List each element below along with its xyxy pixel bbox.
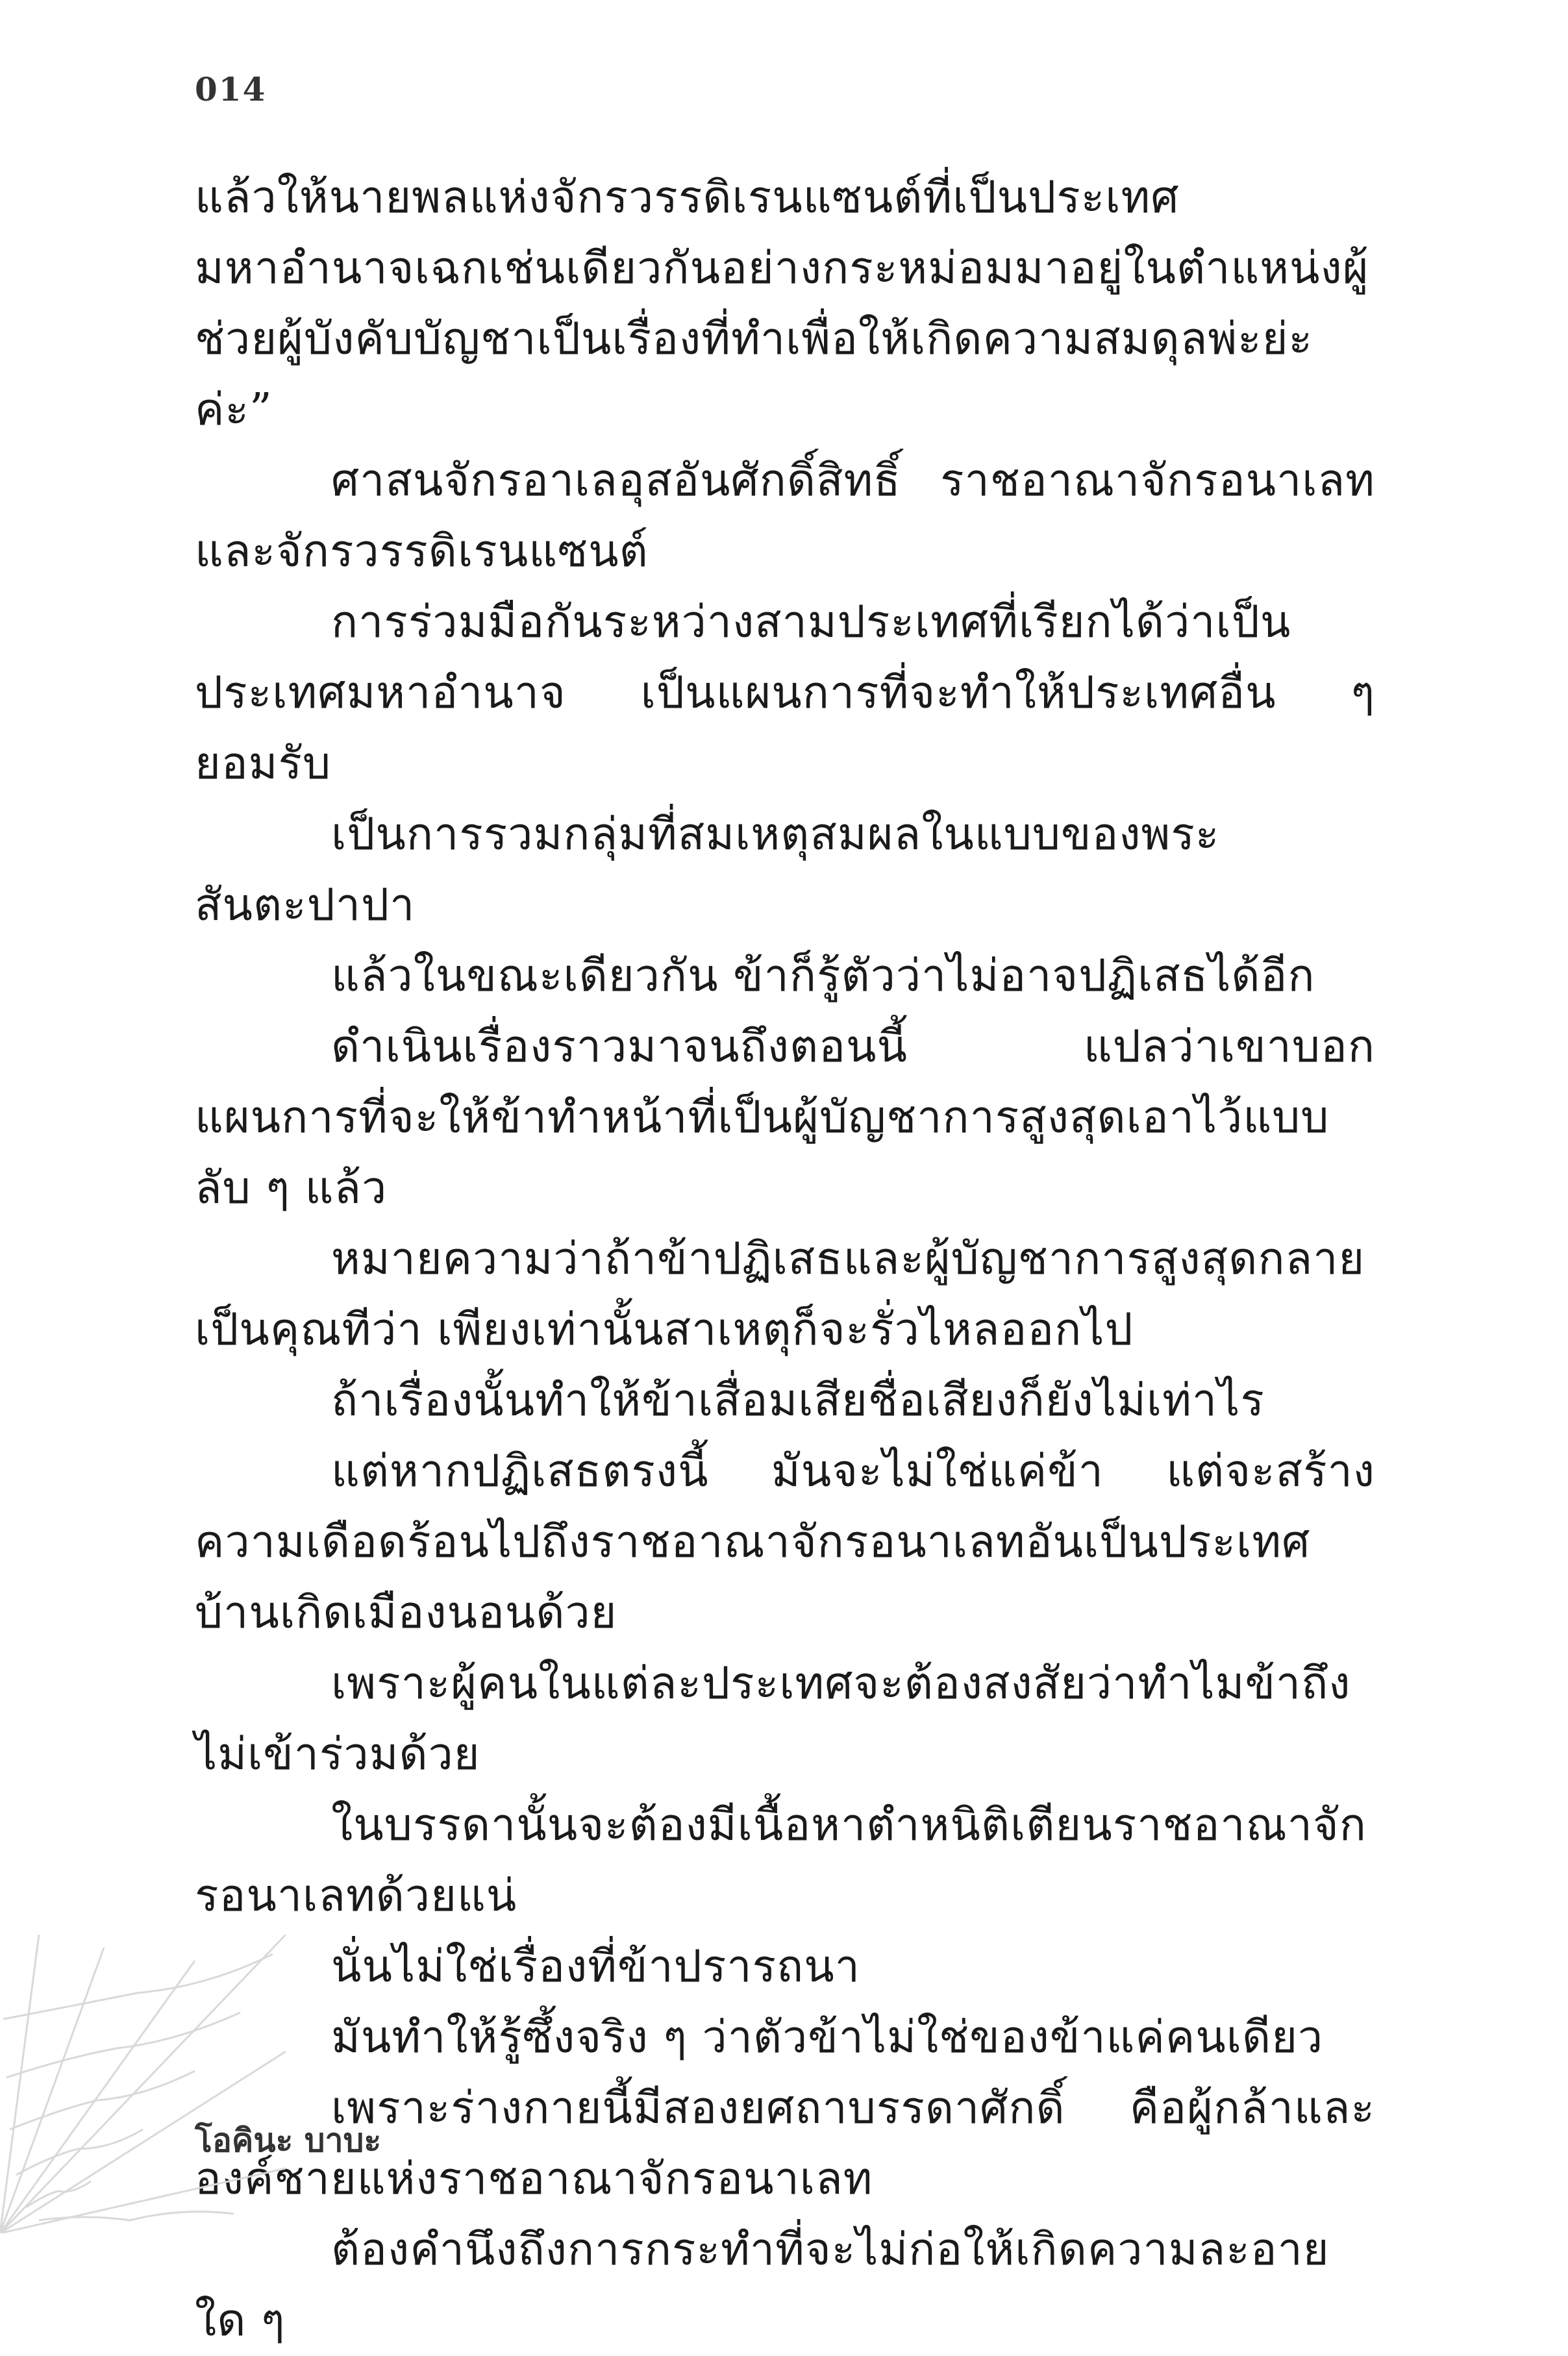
- paragraph: ต้องคำนึงถึงการกระทำที่จะไม่ก่อให้เกิดความละอายใด ๆ: [195, 2224, 1330, 2346]
- paragraph: เป็นการรวมกลุ่มที่สมเหตุสมผลในแบบของพระสันตะปาปา: [195, 809, 1220, 931]
- footer-title: โอคินะ บาบะ: [195, 2121, 382, 2159]
- page-number: 014: [195, 70, 267, 108]
- paragraph: ในบรรดานั้นจะต้องมีเนื้อหาตำหนิติเตียนราชอาณาจักรอนาเลทด้วยแน่: [195, 1800, 1367, 1922]
- paragraph: เพราะร่างกายนี้มีสองยศถาบรรดาศักดิ์ คือผู้กล้าและองค์ชายแห่งราชอาณาจักรอนาเลท: [195, 2083, 1375, 2205]
- cobweb-decoration: [0, 1935, 286, 2233]
- paragraph: มันทำให้รู้ซึ้งจริง ๆ ว่าตัวข้าไม่ใช่ของข้าแค่คนเดียว: [331, 2012, 1324, 2063]
- paragraph: การร่วมมือกันระหว่างสามประเทศที่เรียกได้ว่าเป็นประเทศมหาอำนาจ เป็นแผนการที่จะทำให้ประเทศอื่น ๆ ยอมรับ: [195, 597, 1375, 789]
- paragraph: เพราะผู้คนในแต่ละประเทศจะต้องสงสัยว่าทำไมข้าถึงไม่เข้าร่วมด้วย: [195, 1658, 1351, 1780]
- paragraph: แล้วในขณะเดียวกัน ข้าก็รู้ตัวว่าไม่อาจปฏิเสธได้อีก: [331, 950, 1315, 1002]
- paragraph: หมายความว่าถ้าข้าปฏิเสธและผู้บัญชาการสูงสุดกลายเป็นคุณทีว่า เพียงเท่านั้นสาเหตุก็จะรั่วไหลออกไป: [195, 1234, 1365, 1356]
- paragraph: ดำเนินเรื่องราวมาจนถึงตอนนี้ แปลว่าเขาบอกแผนการที่จะให้ข้าทำหน้าที่เป็นผู้บัญชาการสูงสุดเอาไว้แบบลับ ๆ แล้ว: [195, 1021, 1375, 1214]
- paragraph: ถ้าเรื่องนั้นทำให้ข้าเสื่อมเสียชื่อเสียงก็ยังไม่เท่าไร: [331, 1375, 1265, 1426]
- body-text: [195, 162, 1375, 2356]
- paragraph: ศาสนจักรอาเลอุสอันศักดิ์สิทธิ์ ราชอาณาจักรอนาเลท และจักรวรรดิเรนแซนต์: [195, 455, 1375, 577]
- paragraph: แล้วให้นายพลแห่งจักรวรรดิเรนแซนต์ที่เป็นประเทศมหาอำนาจเฉกเช่นเดียวกันอย่างกระหม่อมมาอยู่ในตำแหน่งผู้ช่วยผู้บังคับบัญชาเป็นเรื่องที่ทำเพื่อให้เกิดความสมดุลพ่ะย่ะค่ะ”: [195, 172, 1369, 436]
- paragraph: แต่หากปฏิเสธตรงนี้ มันจะไม่ใช่แค่ข้า แต่จะสร้างความเดือดร้อนไปถึงราชอาณาจักรอนาเลทอันเป็นประเทศบ้านเกิดเมืองนอนด้วย: [195, 1446, 1375, 1639]
- paragraph: นั่นไม่ใช่เรื่องที่ข้าปรารถนา: [331, 1941, 860, 1992]
